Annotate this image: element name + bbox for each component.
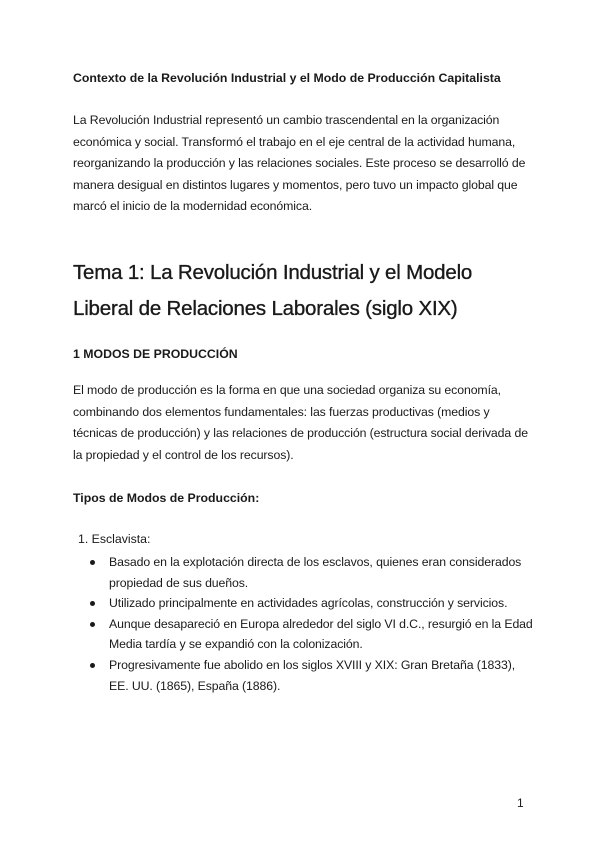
ordered-list-item-esclavista: 1. Esclavista: bbox=[78, 532, 151, 546]
bullet-icon bbox=[90, 622, 95, 627]
section-paragraph: El modo de producción es la forma en que una sociedad organiza su economía, combinando dos elementos fundamentales: las fuerzas productivas (medios y técnicas de producción) y las relaciones de producción (estructura social derivada de la propiedad y el control de los recursos). bbox=[73, 383, 528, 462]
bullet-icon bbox=[90, 560, 95, 565]
list-item bbox=[89, 552, 534, 593]
intro-paragraph: La Revolución Industrial representó un cambio trascendental en la organización económica y social. Transformó el trabajo en el eje central de la actividad humana, reorganizando la producción y las relaciones sociales. Este proceso se desarrolló de manera desigual en distintos lugares y momentos, pero tuvo un impacto global que marcó el inicio de la modernidad económica. bbox=[73, 113, 526, 214]
section-title: 1 MODOS DE PRODUCCIÓN bbox=[73, 347, 238, 361]
list-item-text: Aunque desapareció en Europa alrededor del siglo VI d.C., resurgió en la Edad Media tardía y se expandió con la colonización. bbox=[109, 616, 533, 652]
list-item-text: Utilizado principalmente en actividades agrícolas, construcción y servicios. bbox=[109, 596, 508, 611]
page-number: 1 bbox=[517, 796, 524, 810]
list-item bbox=[89, 614, 534, 655]
bullet-list bbox=[89, 552, 534, 696]
list-item bbox=[89, 655, 534, 696]
context-title: Contexto de la Revolución Industrial y el Modo de Producción Capitalista bbox=[73, 71, 501, 85]
bullet-icon bbox=[90, 601, 95, 606]
bullet-icon bbox=[90, 663, 95, 668]
list-item-text: Progresivamente fue abolido en los siglos XVIII y XIX: Gran Bretaña (1833), EE. UU. (1865), España (1886). bbox=[109, 657, 516, 693]
theme-title: Tema 1: La Revolución Industrial y el Modelo Liberal de Relaciones Laborales (siglo XIX) bbox=[73, 261, 473, 320]
list-item bbox=[89, 593, 534, 614]
types-title: Tipos de Modos de Producción: bbox=[73, 491, 260, 505]
list-item-text: Basado en la explotación directa de los esclavos, quienes eran considerados propiedad de sus dueños. bbox=[109, 555, 522, 590]
